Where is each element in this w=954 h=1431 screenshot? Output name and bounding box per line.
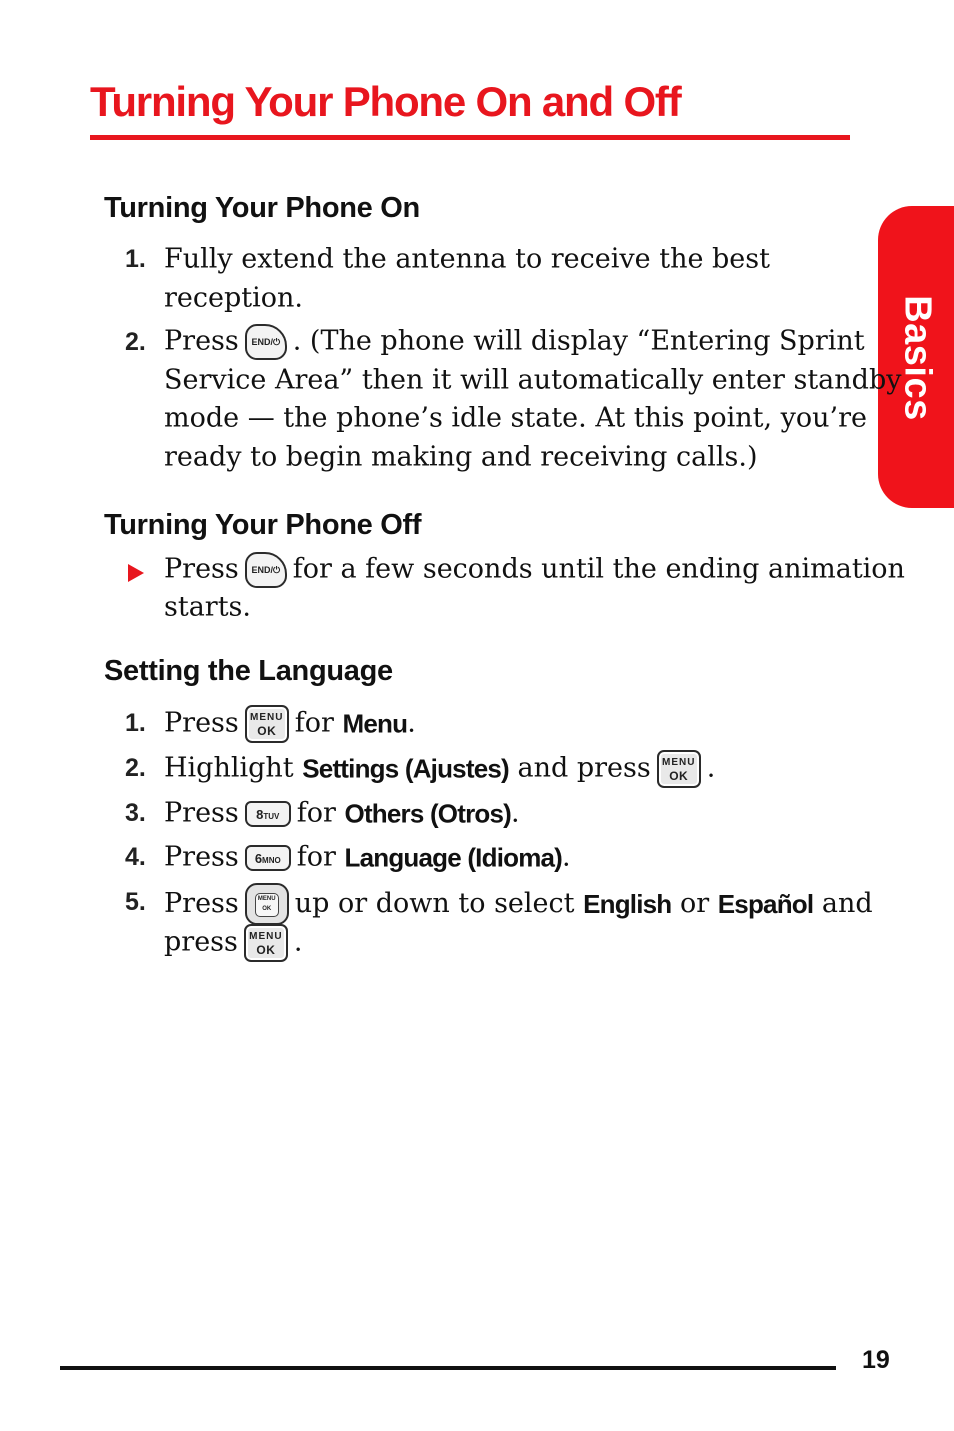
step-text-line: Service Area” then it will automatically enter standby [164,364,902,396]
step-text [164,322,865,361]
step-text-line: for a few seconds until the ending animation [292,553,905,585]
step-text-for: for [294,707,334,739]
step-text [164,883,873,925]
step-text-for: for [296,797,336,829]
step-text-end: . [706,752,716,784]
end-key-icon: END/⏻ [245,552,287,588]
step-text-end: . [511,797,520,829]
menu-ok-key-icon: MENU OK [244,924,288,962]
step-text-line: . (The phone will display “Entering Sprint [292,325,865,357]
step-text-press: Press [164,707,239,739]
step-number: 1. [125,709,146,737]
step-number: 3. [125,799,146,827]
step-text-line: up or down to select [294,888,575,919]
step-text-and: and [821,888,873,919]
step-text-line: ready to begin making and receiving calls.) [164,441,758,473]
step-text [164,240,770,279]
step-text [164,749,715,788]
step-text-line: starts. [164,591,251,623]
step-text-line: Fully extend the antenna to receive the best [164,243,770,275]
page-title: Turning Your Phone On and Off [90,78,681,125]
page-number: 19 [862,1346,890,1374]
step-number: 2. [125,754,146,782]
bullet-arrow-icon [128,564,144,582]
navigation-key-icon: MENU OK [245,883,289,925]
menu-ok-key-icon: MENU OK [245,705,289,743]
step-text-line: reception. [164,282,303,314]
step-text-press: Press [164,325,239,357]
step-number: 2. [125,328,146,356]
step-text [164,794,520,833]
step-text-press: Press [164,888,239,919]
step-text [164,399,867,438]
step-text-press: press [164,926,238,958]
step-text-or: or [679,888,710,919]
step-text-for: for [296,841,336,873]
others-target-label: Others (Otros) [344,798,511,829]
step-text [164,704,416,743]
step-text-end: . [293,926,303,958]
step-text-line: mode — the phone’s idle state. At this point, you’re [164,402,868,434]
step-text [164,361,901,400]
title-rule [90,135,850,140]
section-heading-phone-on: Turning Your Phone On [104,192,420,224]
side-tab-label: Basics [896,295,939,421]
end-key-icon: END/⏻ [245,324,287,360]
step-number: 4. [125,843,146,871]
step-text-press: Press [164,797,239,829]
section-heading-phone-off: Turning Your Phone Off [104,509,422,541]
language-target-label: Language (Idioma) [344,842,563,873]
step-text [164,279,303,318]
step-number: 5. [125,888,146,916]
step-number: 1. [125,245,146,273]
step-text [164,550,905,589]
step-text [164,588,251,627]
step-text-press: Press [164,841,239,873]
step-text [164,838,571,877]
settings-target-label: Settings (Ajustes) [302,753,509,784]
footer-rule [60,1366,836,1370]
step-text-end: . [562,841,571,873]
six-key-icon: 6MNO [245,845,291,871]
step-text [164,438,757,477]
espanol-option-label: Español [717,889,814,919]
english-option-label: English [583,889,672,919]
section-heading-language: Setting the Language [104,655,393,687]
step-text [164,923,302,962]
step-text-and-press: and press [517,752,651,784]
eight-key-icon: 8TUV [245,801,291,827]
menu-ok-key-icon: MENU OK [657,750,701,788]
step-text-end: . [407,707,416,739]
menu-target-label: Menu [342,708,408,739]
step-text-highlight: Highlight [164,752,294,784]
step-text-press: Press [164,553,239,585]
